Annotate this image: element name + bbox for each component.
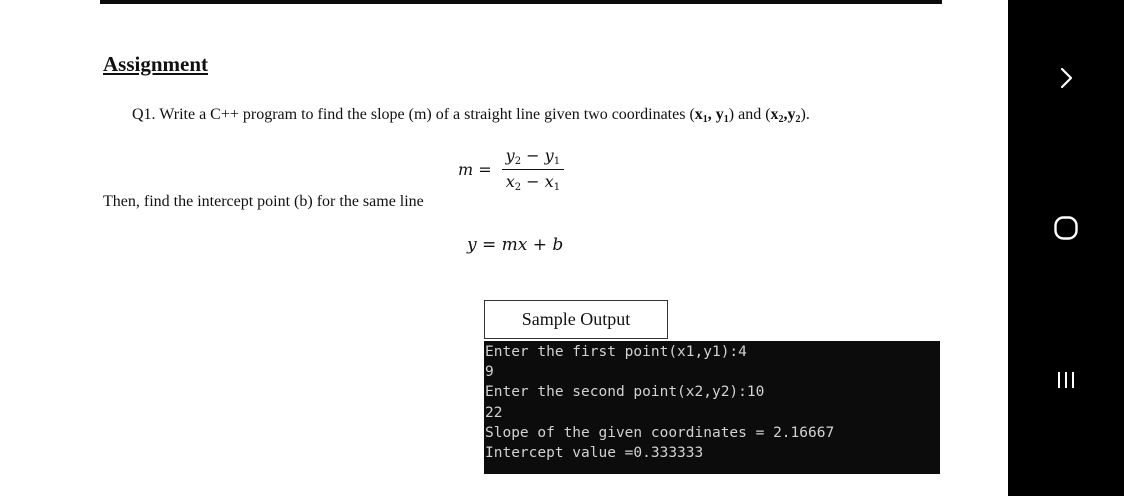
slope-fraction [502,146,564,193]
console-line: 22 [485,404,503,421]
slope-denominator: $x_2 - x_1$ [505,172,561,193]
recents-button[interactable] [1008,360,1124,400]
question-label: Q1. [132,106,156,123]
forward-button[interactable] [1008,58,1124,98]
console-line: Slope of the given coordinates = 2.16667 [485,424,835,441]
question-body: Write a C++ program to find the slope (m) of a straight line given two coordinates ( [159,106,695,123]
coord-2: $x_2,y_2$ [770,106,801,125]
console-line: Intercept value =0.333333 [485,445,704,462]
top-border [100,0,942,4]
console-line: Enter the first point(x1,y1):4 [485,344,747,360]
console-line: 9 [485,364,494,381]
slope-formula-lhs: m = [458,160,492,179]
console-line: Enter the second point(x2,y2):10 [485,384,765,401]
home-icon [1053,215,1079,241]
console-output [484,341,940,474]
slope-formula [458,146,564,193]
page-heading: Assignment [103,52,209,76]
home-button[interactable] [1008,208,1124,248]
system-navigation-bar [1008,0,1124,496]
recents-icon [1055,369,1077,391]
question-text [132,106,810,125]
question-end: ). [800,106,810,123]
sample-output-title: Sample Output [484,300,668,339]
question-mid: ) and ( [728,106,771,123]
intercept-instruction: Then, find the intercept point (b) for the same line [103,193,424,210]
intercept-formula: y = mx + b [467,235,564,255]
slope-numerator: $y_2 - y_1$ [502,146,564,170]
coord-1: $x_1$, $y_1$ [694,106,729,125]
chevron-right-icon [1054,66,1078,90]
